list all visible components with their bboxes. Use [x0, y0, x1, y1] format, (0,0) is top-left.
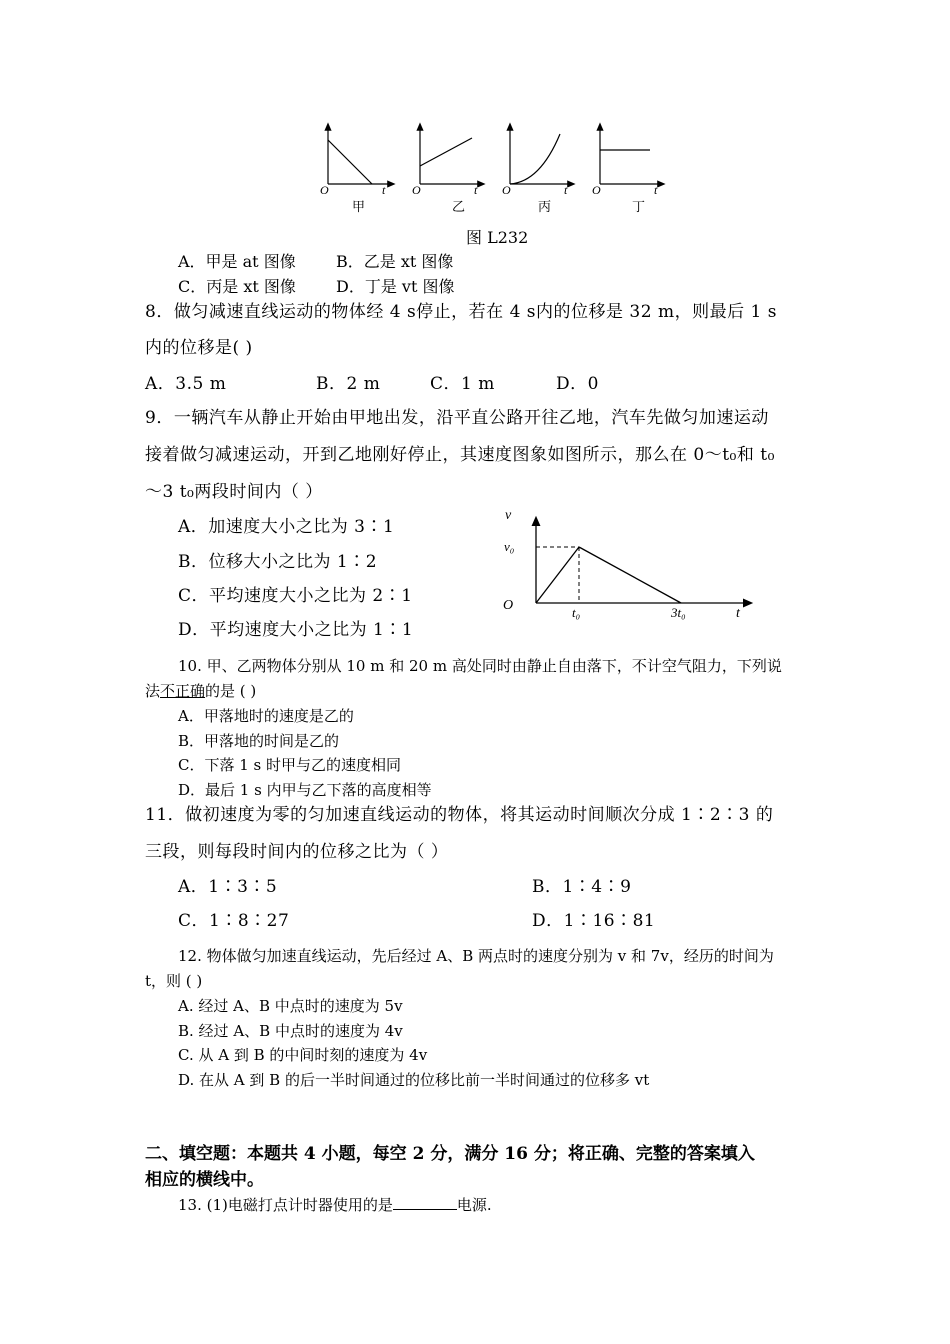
q8-stem-line1: 8．做匀减速直线运动的物体经 4 s停止，若在 4 s内的位移是 32 m，则最后 1 s	[145, 302, 777, 322]
q10-option-a: A．甲落地时的速度是乙的	[178, 707, 354, 725]
graph-bing-origin: O	[502, 183, 511, 197]
graph-ding-name: 丁	[632, 199, 646, 214]
q11-stem-line1: 11．做初速度为零的匀加速直线运动的物体，将其运动时间顺次分成 1∶2∶3 的	[145, 805, 774, 825]
section2-heading-line1: 二、填空题：本题共 4 小题，每空 2 分，满分 16 分；将正确、完整的答案填入	[145, 1144, 755, 1164]
graph-jia-name: 甲	[352, 199, 366, 214]
q10-stem-line2-pre: 法	[145, 682, 161, 700]
q9-stem-line3: ～3 t₀两段时间内（ ）	[145, 482, 323, 502]
q8-option-c: C．1 m	[430, 374, 495, 394]
q8-option-a: A．3.5 m	[145, 374, 227, 394]
graph-ding-origin: O	[592, 183, 601, 197]
graph-yi-name: 乙	[452, 199, 466, 214]
q8-option-d: D．0	[556, 374, 599, 394]
q13-answer-blank[interactable]	[393, 1195, 457, 1210]
q9-option-c: C．平均速度大小之比为 2∶1	[178, 586, 413, 606]
q11-option-b: B．1∶4∶9	[532, 877, 632, 897]
q10-stem-line1: 10. 甲、乙两物体分别从 10 m 和 20 m 高处同时由静止自由落下，不计空气阻力，下列说	[178, 657, 782, 675]
q7-option-a: A．甲是 at 图像	[178, 252, 296, 271]
q12-option-d: D. 在从 A 到 B 的后一半时间通过的位移比前一半时间通过的位移多 vt	[178, 1071, 650, 1089]
q12-stem-line1: 12. 物体做匀加速直线运动，先后经过 A、B 两点时的速度分别为 v 和 7v，经历的时间为	[178, 947, 774, 965]
graph-jia	[320, 126, 392, 214]
q13-post: 电源.	[456, 1196, 492, 1214]
q9-graph-t-label: t	[736, 606, 740, 621]
q12-stem-line2: t，则 ( )	[145, 972, 203, 990]
q12-option-b: B. 经过 A、B 中点时的速度为 4v	[178, 1022, 403, 1040]
graph-jia-origin: O	[320, 183, 329, 197]
q12-option-a: A. 经过 A、B 中点时的速度为 5v	[178, 997, 403, 1015]
q10-stem-line2-post: 的是 ( )	[205, 682, 257, 700]
graph-ding	[592, 126, 662, 214]
q8-stem-line2: 内的位移是( )	[145, 338, 253, 358]
q10-option-c: C．下落 1 s 时甲与乙的速度相同	[178, 756, 402, 774]
graph-jia-t: t	[382, 183, 386, 197]
q13-line1	[178, 1195, 492, 1215]
q9-velocity-graph	[495, 505, 760, 630]
graph-yi-origin: O	[412, 183, 421, 197]
q9-stem-line1: 9．一辆汽车从静止开始由甲地出发，沿平直公路开往乙地，汽车先做匀加速运动	[145, 408, 769, 428]
q9-graph-t0-label: t₀	[572, 605, 581, 620]
q11-option-c: C．1∶8∶27	[178, 911, 290, 931]
q11-option-d: D．1∶16∶81	[532, 911, 656, 931]
q9-option-b: B．位移大小之比为 1∶2	[178, 552, 378, 572]
q9-option-a: A．加速度大小之比为 3∶1	[178, 517, 395, 537]
q9-option-d: D．平均速度大小之比为 1∶1	[178, 620, 414, 640]
section2-heading-line2: 相应的横线中。	[145, 1170, 264, 1190]
q11-stem-line2: 三段，则每段时间内的位移之比为（ ）	[145, 842, 449, 862]
q10-option-d: D．最后 1 s 内甲与乙下落的高度相等	[178, 781, 432, 799]
q8-option-b: B．2 m	[316, 374, 381, 394]
q9-graph-origin: O	[503, 598, 514, 613]
q10-not-correct-emphasis: 不正确	[160, 682, 206, 700]
q10-option-b: B．甲落地的时间是乙的	[178, 732, 340, 750]
q9-graph-v0-label: v₀	[504, 539, 515, 554]
figure-caption: 图 L232	[466, 228, 529, 247]
q10-stem-line2	[145, 681, 256, 701]
q7-option-d: D．丁是 vt 图像	[336, 277, 455, 296]
q9-graph-v-label: v	[505, 508, 512, 523]
graph-ding-t: t	[654, 183, 658, 197]
graph-bing	[502, 126, 572, 214]
graph-bing-name: 丙	[538, 199, 552, 214]
q12-option-c: C. 从 A 到 B 的中间时刻的速度为 4v	[178, 1046, 428, 1064]
q7-option-b: B．乙是 xt 图像	[336, 252, 454, 271]
q7-option-c: C．丙是 xt 图像	[178, 277, 296, 296]
graph-bing-t: t	[564, 183, 568, 197]
figure-l232	[310, 118, 680, 228]
graph-yi-t: t	[474, 183, 478, 197]
q9-stem-line2: 接着做匀减速运动，开到乙地刚好停止，其速度图象如图所示，那么在 0～t₀和 t₀	[145, 445, 775, 465]
q11-option-a: A．1∶3∶5	[178, 877, 278, 897]
q13-pre: 13. (1)电磁打点计时器使用的是	[178, 1196, 393, 1214]
graph-yi	[412, 126, 482, 214]
q9-graph-3t0-label: 3t₀	[671, 605, 686, 620]
